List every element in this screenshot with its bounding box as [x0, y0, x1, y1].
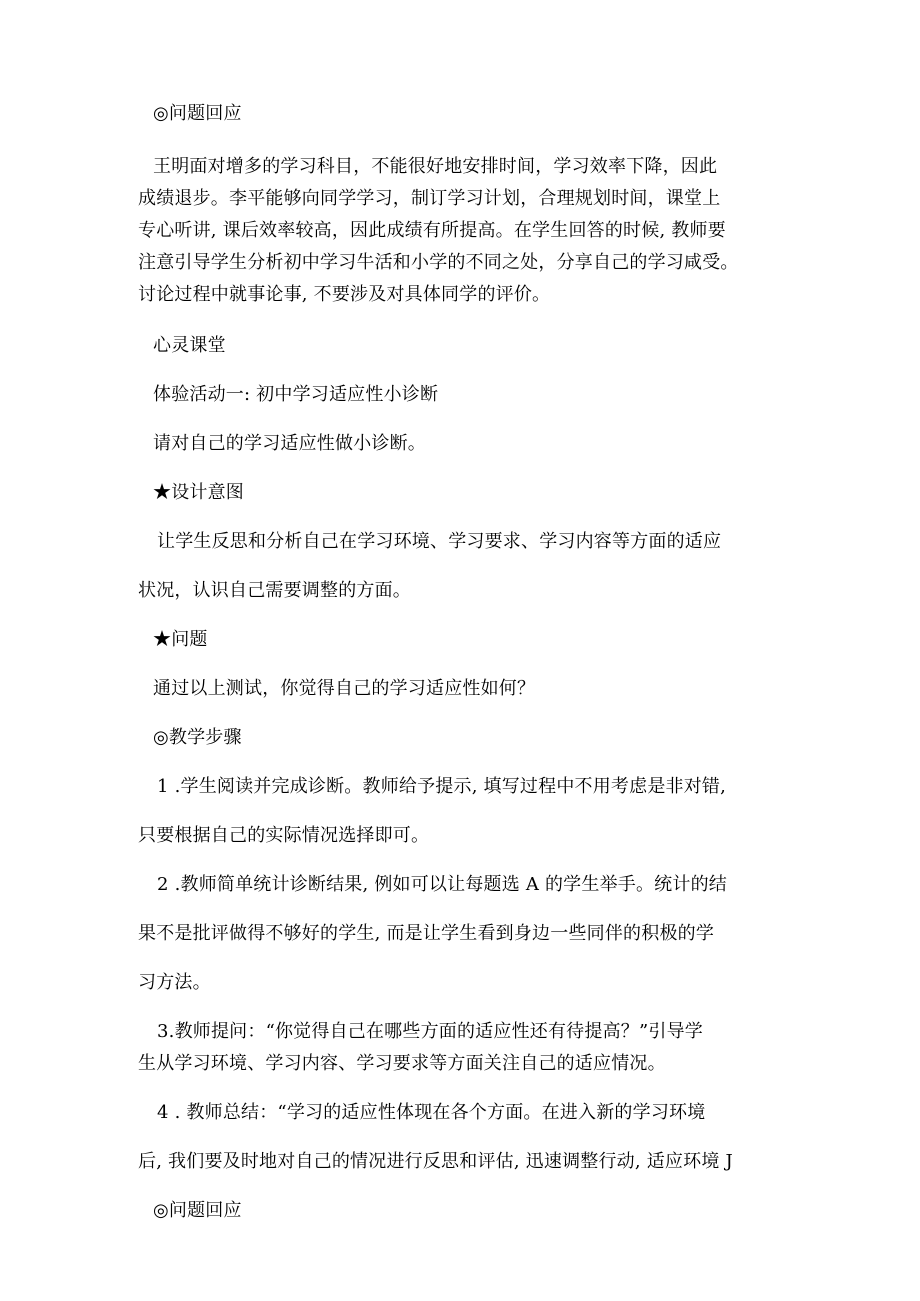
paragraph-line: 让学生反思和分析自己在学习环境、学习要求、学习内容等方面的适应	[157, 531, 722, 552]
step-line: 只要根据自己的实际情况选择即可。	[138, 825, 430, 846]
paragraph-line: 王明面对增多的学习科目，不能很好地安排时间，学习效率下降，因此	[153, 156, 718, 177]
activity-title: 体验活动一: 初中学习适应性小诊断	[153, 384, 439, 405]
section-heading-question: ★问题	[153, 629, 208, 650]
step-line: 后, 我们要及时地对自己的情况进行反思和评估, 迅速调整行动, 适应环境 J	[138, 1151, 733, 1172]
paragraph-line: 状况，认识自己需要调整的方面。	[138, 580, 411, 601]
paragraph-line: 成绩退步。李平能够向同学学习，制订学习计划，合理规划时间，课堂上	[138, 188, 721, 209]
instruction-line: 请对自己的学习适应性做小诊断。	[153, 433, 426, 454]
section-heading-response-2: ◎问题回应	[153, 1200, 242, 1221]
section-heading-classroom: 心灵课堂	[153, 335, 226, 356]
section-heading-teaching-steps: ◎教学步骤	[153, 727, 242, 748]
step-line: 生从学习环境、学习内容、学习要求等方面关注自己的适应情况。	[138, 1053, 666, 1074]
paragraph-line: 注意引导学生分析初中学习牛活和小学的不同之处，分享自己的学习咸受。	[138, 252, 739, 273]
step-line: 3.教师提问：“你觉得自己在哪些方面的适应性还有待提高？”引导学	[157, 1021, 703, 1042]
step-line: 4 . 教师总结：“学习的适应性体现在各个方面。在进入新的学习环境	[157, 1102, 706, 1123]
section-heading-response: ◎问题回应	[153, 103, 242, 124]
step-line: 2 .教师简单统计诊断结果, 例如可以让每题选 A 的学生举手。统计的结	[157, 874, 727, 895]
step-line: 习方法。	[138, 972, 211, 993]
question-line: 通过以上测试，你觉得自己的学习适应性如何？	[153, 678, 536, 699]
step-line: 果不是批评做得不够好的学生, 而是让学生看到身边一些同伴的积极的学	[138, 923, 715, 944]
section-heading-design-intent: ★设计意图	[153, 482, 244, 503]
step-line: 1 .学生阅读并完成诊断。教师给予提示, 填写过程中不用考虑是非对错,	[157, 776, 727, 797]
paragraph-line: 专心听讲, 课后效率较高，因此成绩有所提高。在学生回答的时候, 教师要	[138, 220, 726, 241]
paragraph-line: 讨论过程中就事论事, 不要涉及对具体同学的评价。	[138, 284, 551, 305]
